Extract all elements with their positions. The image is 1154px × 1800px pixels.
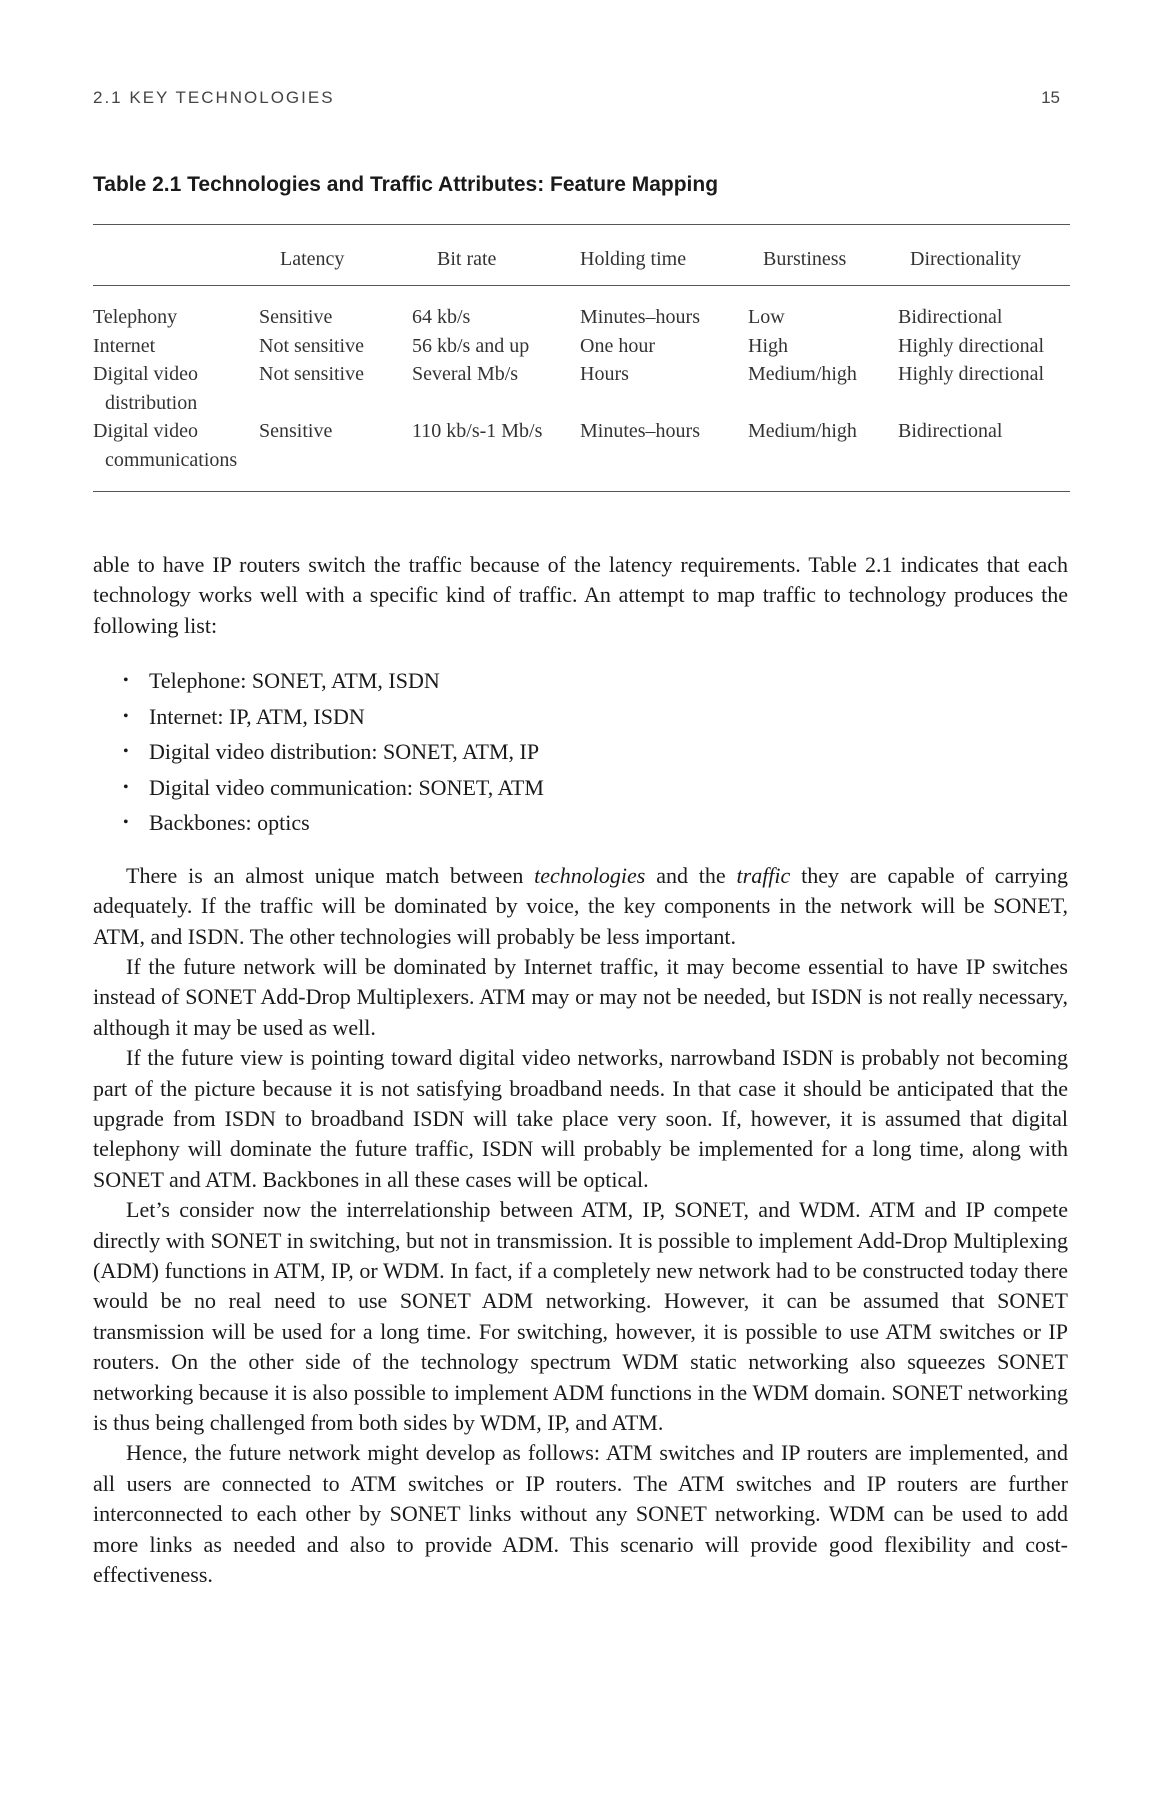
table-bottom-rule	[93, 491, 1070, 492]
running-head	[93, 88, 1060, 108]
list-item: • Telephone: SONET, ATM, ISDN	[123, 663, 1068, 699]
col-header-bit-rate: Bit rate	[437, 248, 497, 270]
table-header-rule	[93, 285, 1070, 286]
paragraph-internet: If the future network will be dominated by Internet traffic, it may become essential to have IP switches instead of SONET Add-Drop Multiplexers. ATM may or may not be needed, but ISDN is not really necessary, although it may be used as well.	[93, 953, 1068, 1040]
cell-directionality: Bidirectional	[898, 306, 1003, 328]
cell-burstiness: High	[748, 335, 788, 357]
col-header-latency: Latency	[280, 248, 345, 270]
cell-holding-time: Minutes–hours	[580, 420, 700, 442]
cell-latency: Not sensitive	[259, 363, 364, 385]
cell-bit-rate: Several Mb/s	[412, 363, 519, 385]
paragraph-match: There is an almost unique match between technologies and the traffic they are capable of carrying adequately. If the traffic will be dominated by voice, the key components in the network will be SONET, ATM, and ISDN. The other technologies will probably be less important.	[93, 862, 1068, 949]
table-top-rule	[93, 224, 1070, 225]
cell-burstiness: Medium/high	[748, 363, 857, 385]
paragraph-future-network: Hence, the future network might develop as follows: ATM switches and IP routers are implemented, and all users are connected to ATM switches or IP routers. The ATM switches and IP routers are further interconnected to each other by SONET links without any SONET networking. WDM can be used to add more links as needed and also to provide ADM. This scenario will provide good flexibility and cost-effectiveness.	[93, 1440, 1068, 1588]
cell-directionality: Bidirectional	[898, 420, 1003, 442]
row-label-digital-video-distribution: Digital video distribution	[93, 363, 198, 414]
cell-bit-rate: 110 kb/s-1 Mb/s	[412, 420, 543, 442]
cell-latency: Sensitive	[259, 420, 333, 442]
col-header-burstiness: Burstiness	[763, 248, 847, 270]
list-item: • Digital video communication: SONET, ATM	[123, 770, 1068, 806]
cell-burstiness: Medium/high	[748, 420, 857, 442]
list-item: • Internet: IP, ATM, ISDN	[123, 699, 1068, 735]
cell-holding-time: Hours	[580, 363, 629, 385]
list-item: • Digital video distribution: SONET, ATM, IP	[123, 734, 1068, 770]
cell-bit-rate: 64 kb/s	[412, 306, 471, 328]
row-label-digital-video-communications: Digital video communications	[93, 420, 238, 471]
row-label-telephony: Telephony	[93, 306, 178, 328]
cell-burstiness: Low	[748, 306, 785, 328]
table-caption: Table 2.1 Technologies and Traffic Attributes: Feature Mapping	[93, 173, 719, 196]
paragraph-interrelationship: Let’s consider now the interrelationship between ATM, IP, SONET, and WDM. ATM and IP compete directly with SONET in switching, but not in transmission. It is possible to implement Add-Drop Multiplexing (ADM) functions in ATM, IP, or WDM. In fact, if a completely new network had to be constructed today there would be no real need to use SONET ADM networking. However, it can be assumed that SONET transmission will be used for a long time. For switching, however, it is possible to use ATM switches or IP routers. On the other side of the technology spectrum WDM static networking also squeezes SONET networking because it is also possible to implement ADM functions in the WDM domain. SONET networking is thus being challenged from both sides by WDM, IP, and ATM.	[93, 1197, 1068, 1436]
cell-holding-time: Minutes–hours	[580, 306, 700, 328]
row-label-internet: Internet	[93, 335, 156, 357]
cell-latency: Not sensitive	[259, 335, 364, 357]
page-number: 15	[1041, 88, 1060, 107]
cell-bit-rate: 56 kb/s and up	[412, 335, 530, 357]
col-header-directionality: Directionality	[910, 248, 1022, 270]
col-header-holding-time: Holding time	[580, 248, 687, 270]
intro-paragraph: able to have IP routers switch the traffic because of the latency requirements. Table 2.1 indicates that each technology works well with a specific kind of traffic. An attempt to map traffic to technology produces the following list:	[93, 552, 1068, 638]
cell-latency: Sensitive	[259, 306, 333, 328]
cell-directionality: Highly directional	[898, 335, 1045, 357]
running-head-section: 2.1 KEY TECHNOLOGIES	[93, 88, 335, 107]
body-text	[93, 550, 1068, 1590]
cell-directionality: Highly directional	[898, 363, 1045, 385]
list-item: • Backbones: optics	[123, 805, 1068, 841]
cell-holding-time: One hour	[580, 335, 655, 357]
traffic-technology-list	[93, 663, 1068, 841]
paragraph-video: If the future view is pointing toward digital video networks, narrowband ISDN is probably not becoming part of the picture because it is not satisfying broadband needs. In that case it should be anticipated that the upgrade from ISDN to broadband ISDN will take place very soon. If, however, it is assumed that digital telephony will dominate the future traffic, ISDN will probably be implemented for a long time, along with SONET and ATM. Backbones in all these cases will be optical.	[93, 1045, 1068, 1192]
